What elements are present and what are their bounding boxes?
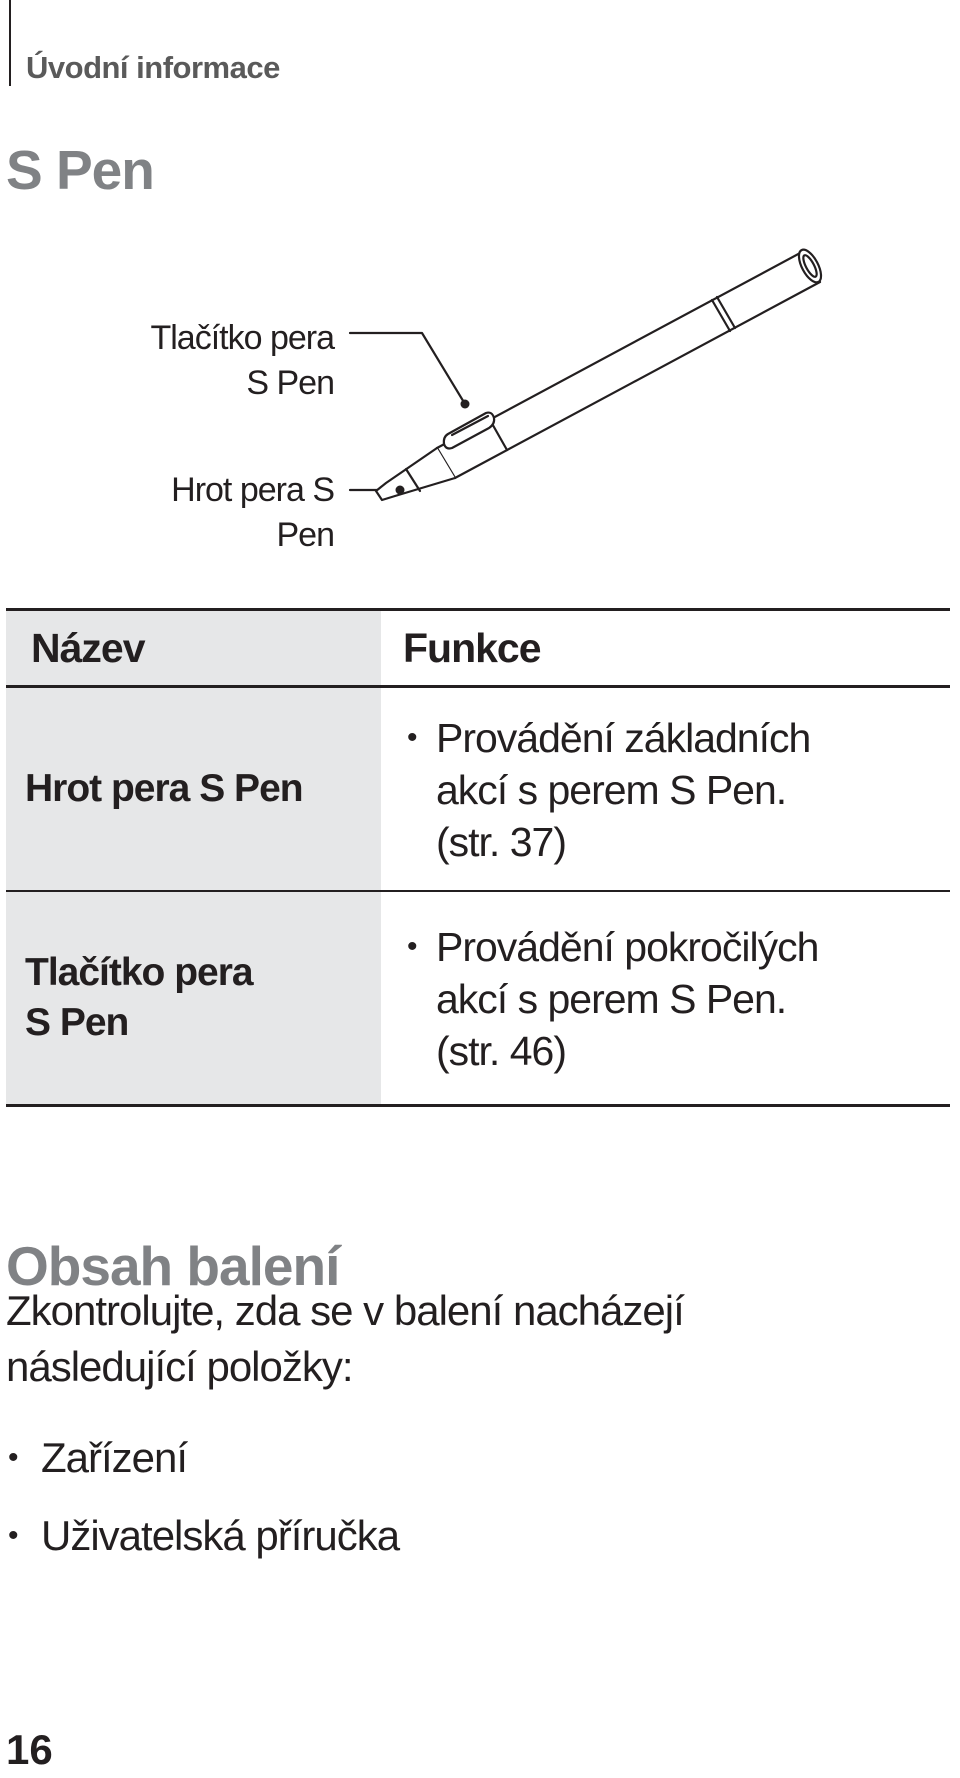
bullet: • [8, 1441, 18, 1474]
callout-pen-tip [171, 468, 334, 558]
list-item [6, 1430, 399, 1508]
pen-body [437, 252, 820, 478]
leader-dot-button [461, 400, 470, 409]
row-name-line1: Tlačítko pera [25, 951, 253, 994]
function-line: (str. 37) [436, 819, 566, 865]
package-intro [6, 1283, 906, 1395]
list-item [6, 1508, 399, 1586]
callout-pen-button-line1: Tlačítko pera [150, 319, 334, 357]
package-intro-line2: následující položky: [6, 1343, 353, 1390]
header-name: Název [6, 610, 381, 687]
leader-dot-tip [396, 486, 405, 495]
table-row [6, 891, 950, 1106]
callout-pen-button-line2: S Pen [246, 364, 334, 402]
row-function [381, 891, 950, 1106]
table-row [6, 687, 950, 892]
list-item-label: Uživatelská příručka [41, 1512, 400, 1559]
row-name-line2: S Pen [25, 1001, 129, 1044]
function-item [403, 712, 950, 868]
page-title: S Pen [6, 139, 154, 201]
bullet: • [407, 930, 417, 963]
function-item [403, 921, 950, 1077]
leader-line-button [350, 333, 465, 404]
function-line: Provádění pokročilých [436, 924, 819, 970]
function-line: akcí s perem S Pen. [436, 767, 787, 813]
package-list [6, 1430, 399, 1586]
header-function: Funkce [403, 624, 541, 671]
header-rule [9, 0, 11, 86]
package-heading: Obsah balení [6, 1234, 340, 1297]
callout-pen-button [150, 316, 334, 406]
function-line: Provádění základních [436, 715, 811, 761]
table-header-row [6, 610, 950, 687]
function-line: (str. 46) [436, 1028, 566, 1074]
row-name [6, 891, 381, 1106]
list-item-label: Zařízení [41, 1434, 188, 1481]
row-function [381, 687, 950, 892]
spen-parts-table [6, 608, 950, 1107]
callout-pen-tip-line1: Hrot pera S [171, 471, 334, 509]
s-pen-illustration [340, 238, 860, 518]
function-line: akcí s perem S Pen. [436, 976, 787, 1022]
page-number: 16 [6, 1726, 53, 1773]
section-label: Úvodní informace [26, 50, 280, 85]
bullet: • [407, 721, 417, 754]
bullet: • [8, 1519, 18, 1552]
callout-pen-tip-line2: Pen [276, 516, 334, 554]
package-intro-line1: Zkontrolujte, zda se v balení nacházejí [6, 1287, 684, 1334]
row-name: Hrot pera S Pen [6, 687, 381, 892]
